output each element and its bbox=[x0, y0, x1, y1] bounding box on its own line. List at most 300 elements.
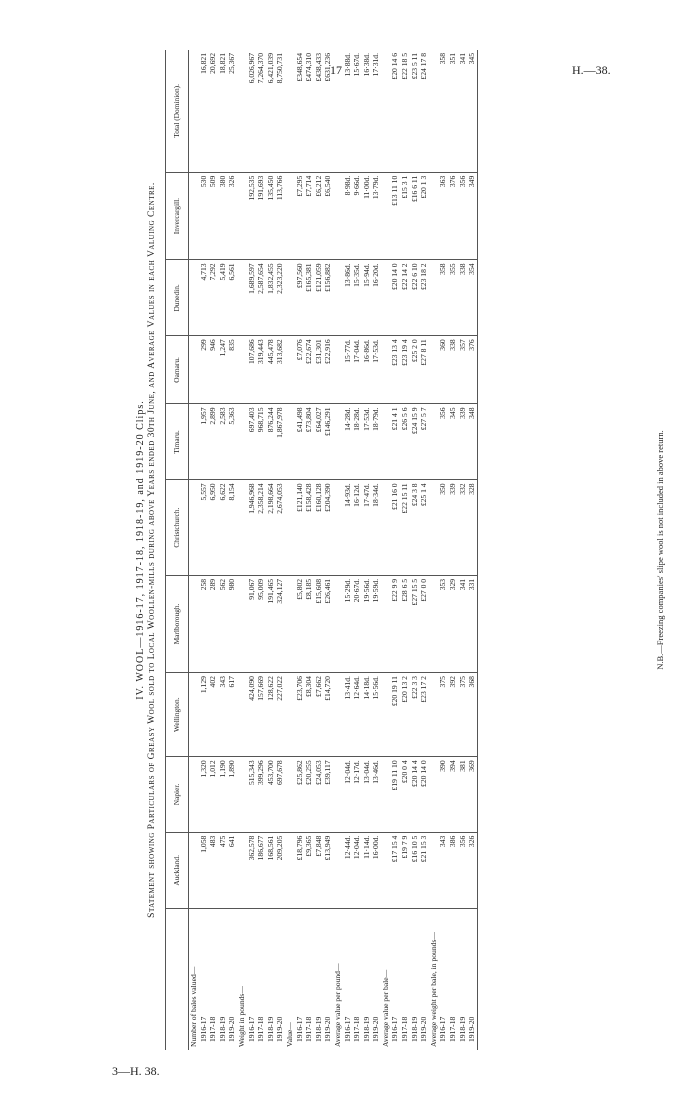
table-cell: 13·86d. bbox=[343, 260, 353, 336]
table-cell: 227,022 bbox=[275, 673, 285, 757]
table-cell: £24 17 8 bbox=[419, 50, 429, 172]
table-cell: 6,561 bbox=[227, 260, 237, 336]
row-year-label: 1919-20 bbox=[227, 1016, 237, 1042]
empty-cell bbox=[285, 757, 295, 832]
table-cell: £15,608 bbox=[314, 575, 324, 672]
table-cell: £15 3 1 bbox=[400, 172, 410, 260]
row-year-label: 1917-18 bbox=[448, 1016, 458, 1042]
table-cell: 8,154 bbox=[227, 480, 237, 576]
table-cell: 1,890 bbox=[227, 757, 237, 832]
table-cell: 16·12d. bbox=[352, 480, 362, 576]
table-cell: £146,291 bbox=[323, 404, 333, 480]
table-cell: 13·79d. bbox=[371, 172, 381, 260]
empty-cell bbox=[429, 757, 439, 832]
table-cell: 445,478 bbox=[266, 336, 276, 404]
section-heading-row bbox=[285, 50, 295, 1050]
table-row bbox=[227, 50, 237, 1050]
empty-cell bbox=[237, 50, 247, 172]
table-cell: 14·28d. bbox=[343, 404, 353, 480]
table-cell: £8,304 bbox=[304, 673, 314, 757]
empty-cell bbox=[285, 50, 295, 172]
table-cell: 186,677 bbox=[256, 832, 266, 908]
table-cell: 20·67d. bbox=[352, 575, 362, 672]
table-cell: 16·86d. bbox=[362, 336, 372, 404]
empty-cell bbox=[381, 336, 391, 404]
table-cell: 20,692 bbox=[208, 50, 218, 172]
empty-cell bbox=[189, 575, 199, 672]
table-cell: £24,053 bbox=[314, 757, 324, 832]
empty-cell bbox=[189, 336, 199, 404]
table-row bbox=[266, 50, 276, 1050]
table-cell: 16·00d. bbox=[371, 832, 381, 908]
empty-cell bbox=[285, 404, 295, 480]
table-cell: £28 6 5 bbox=[400, 575, 410, 672]
rotated-table-sheet bbox=[135, 50, 695, 1050]
table-cell: £7,076 bbox=[295, 336, 305, 404]
table-row bbox=[390, 50, 400, 1050]
table-cell: 697,403 bbox=[247, 404, 257, 480]
table-cell: 8·98d. bbox=[343, 172, 353, 260]
empty-cell bbox=[285, 832, 295, 908]
section-heading-row bbox=[429, 50, 439, 1050]
table-cell: £23 18 2 bbox=[419, 260, 429, 336]
empty-cell bbox=[237, 575, 247, 672]
column-header: Oamaru. bbox=[166, 336, 189, 404]
empty-cell bbox=[429, 832, 439, 908]
empty-cell bbox=[285, 575, 295, 672]
table-cell: 368 bbox=[467, 673, 477, 757]
row-year-label: 1917-18 bbox=[208, 1016, 218, 1042]
empty-cell bbox=[237, 260, 247, 336]
empty-cell bbox=[285, 480, 295, 576]
table-cell: £20 13 2 bbox=[400, 673, 410, 757]
table-cell: 1,689,597 bbox=[247, 260, 257, 336]
empty-cell bbox=[429, 260, 439, 336]
table-cell: 353 bbox=[438, 575, 448, 672]
table-cell: £17 15 4 bbox=[390, 832, 400, 908]
table-cell: 319,443 bbox=[256, 336, 266, 404]
wool-statistics-table bbox=[165, 50, 478, 1050]
table-cell: 18·28d. bbox=[352, 404, 362, 480]
table-cell: 12·17d. bbox=[352, 757, 362, 832]
empty-cell bbox=[333, 404, 343, 480]
table-row bbox=[467, 50, 477, 1050]
table-cell: 191,465 bbox=[266, 575, 276, 672]
table-row bbox=[352, 50, 362, 1050]
section-heading: Average value per bale— bbox=[380, 969, 390, 1047]
table-cell: £156,882 bbox=[323, 260, 333, 336]
empty-cell bbox=[429, 336, 439, 404]
section-heading-row bbox=[237, 50, 247, 1050]
section-heading-row bbox=[381, 50, 391, 1050]
table-cell: 13·88d. bbox=[343, 50, 353, 172]
table-cell: 341 bbox=[458, 575, 468, 672]
table-cell: £22 18 5 bbox=[400, 50, 410, 172]
column-header: Marlborough. bbox=[166, 575, 189, 672]
table-cell: £41,498 bbox=[295, 404, 305, 480]
table-cell: £19 7 9 bbox=[400, 832, 410, 908]
section-heading: Weight in pounds— bbox=[236, 986, 246, 1047]
empty-cell bbox=[429, 673, 439, 757]
table-cell: 13·46d. bbox=[371, 757, 381, 832]
table-cell: 697,678 bbox=[275, 757, 285, 832]
table-cell: 369 bbox=[467, 757, 477, 832]
row-year-label: 1919-20 bbox=[275, 1016, 285, 1042]
table-cell: 324,127 bbox=[275, 575, 285, 672]
table-cell: £7,714 bbox=[304, 172, 314, 260]
table-cell: £6,540 bbox=[323, 172, 333, 260]
table-cell: 5,363 bbox=[227, 404, 237, 480]
table-cell: 14·93d. bbox=[343, 480, 353, 576]
table-cell: £20 14 6 bbox=[390, 50, 400, 172]
row-year-label: 1918-19 bbox=[217, 1016, 227, 1042]
table-cell: £20 0 4 bbox=[400, 757, 410, 832]
table-cell: 7,264,370 bbox=[256, 50, 266, 172]
table-cell: 17·47d. bbox=[362, 480, 372, 576]
table-cell: £121,059 bbox=[314, 260, 324, 336]
column-header: Napier. bbox=[166, 757, 189, 832]
empty-cell bbox=[237, 336, 247, 404]
table-cell: 356 bbox=[458, 172, 468, 260]
table-cell: 15·77d. bbox=[343, 336, 353, 404]
table-cell: £27 0 0 bbox=[419, 575, 429, 672]
table-cell: 1,247 bbox=[218, 336, 228, 404]
table-row bbox=[438, 50, 448, 1050]
table-cell: 17·04d. bbox=[352, 336, 362, 404]
table-cell: 345 bbox=[467, 50, 477, 172]
table-cell: 6,421,039 bbox=[266, 50, 276, 172]
table-cell: 339 bbox=[458, 404, 468, 480]
table-cell: 980 bbox=[227, 575, 237, 672]
table-cell: 363 bbox=[438, 172, 448, 260]
empty-cell bbox=[333, 673, 343, 757]
table-cell: 13·41d. bbox=[343, 673, 353, 757]
table-cell: £21 15 3 bbox=[419, 832, 429, 908]
empty-cell bbox=[381, 673, 391, 757]
table-cell: 6,622 bbox=[218, 480, 228, 576]
table-cell: 5,419 bbox=[218, 260, 228, 336]
table-cell: 1,190 bbox=[218, 757, 228, 832]
empty-cell bbox=[285, 260, 295, 336]
empty-cell bbox=[381, 50, 391, 172]
table-row bbox=[362, 50, 372, 1050]
table-cell: 402 bbox=[208, 673, 218, 757]
table-cell: 2,674,053 bbox=[275, 480, 285, 576]
table-cell: 1,832,455 bbox=[266, 260, 276, 336]
table-cell: 350 bbox=[438, 480, 448, 576]
empty-cell bbox=[381, 172, 391, 260]
table-cell: 14·18d. bbox=[362, 673, 372, 757]
table-cell: 376 bbox=[448, 172, 458, 260]
row-year-label: 1919-20 bbox=[371, 1016, 381, 1042]
table-cell: 332 bbox=[458, 480, 468, 576]
table-cell: 392 bbox=[448, 673, 458, 757]
table-cell: 2,899 bbox=[208, 404, 218, 480]
table-cell: £5,802 bbox=[295, 575, 305, 672]
empty-cell bbox=[285, 172, 295, 260]
table-cell: 19·59d. bbox=[371, 575, 381, 672]
empty-cell bbox=[333, 336, 343, 404]
table-cell: 381 bbox=[458, 757, 468, 832]
table-cell: 12·44d. bbox=[343, 832, 353, 908]
column-header: Christchurch. bbox=[166, 480, 189, 576]
table-cell: £22 3 3 bbox=[410, 673, 420, 757]
table-cell: £23 13 4 bbox=[390, 336, 400, 404]
table-cell: 2,358,214 bbox=[256, 480, 266, 576]
empty-cell bbox=[381, 757, 391, 832]
table-cell: 515,343 bbox=[247, 757, 257, 832]
table-cell: 483 bbox=[208, 832, 218, 908]
table-row bbox=[448, 50, 458, 1050]
table-cell: £23 17 2 bbox=[419, 673, 429, 757]
table-cell: 358 bbox=[438, 260, 448, 336]
column-header: Invercargill. bbox=[166, 172, 189, 260]
table-cell: 17·53d. bbox=[371, 336, 381, 404]
table-footnote: N.B.—Freezing companies' slipe wool is not included in above return. bbox=[655, 430, 665, 670]
table-cell: £22,674 bbox=[304, 336, 314, 404]
empty-cell bbox=[381, 480, 391, 576]
table-cell: 12·04d. bbox=[352, 832, 362, 908]
empty-cell bbox=[285, 336, 295, 404]
table-cell: 331 bbox=[467, 575, 477, 672]
table-cell: 1,058 bbox=[199, 832, 209, 908]
table-cell: 399,296 bbox=[256, 757, 266, 832]
table-cell: 6,026,967 bbox=[247, 50, 257, 172]
table-cell: 453,700 bbox=[266, 757, 276, 832]
column-header: Dunedin. bbox=[166, 260, 189, 336]
table-cell: 386 bbox=[448, 832, 458, 908]
table-cell: 15·56d. bbox=[371, 673, 381, 757]
empty-cell bbox=[429, 50, 439, 172]
table-cell: £24 3 8 bbox=[410, 480, 420, 576]
table-cell: 946 bbox=[208, 336, 218, 404]
empty-cell bbox=[381, 404, 391, 480]
header-row bbox=[166, 50, 189, 1050]
table-cell: 835 bbox=[227, 336, 237, 404]
row-year-label: 1916-17 bbox=[438, 1016, 448, 1042]
document-reference-top: H.—38. bbox=[572, 63, 611, 77]
table-cell: £7,848 bbox=[314, 832, 324, 908]
table-cell: 641 bbox=[227, 832, 237, 908]
table-cell: 16·38d. bbox=[362, 50, 372, 172]
table-cell: 349 bbox=[467, 172, 477, 260]
table-cell: 12·04d. bbox=[343, 757, 353, 832]
row-year-label: 1918-19 bbox=[265, 1016, 275, 1042]
table-cell: 339 bbox=[448, 480, 458, 576]
table-cell: 876,244 bbox=[266, 404, 276, 480]
column-header: Timaru. bbox=[166, 404, 189, 480]
table-cell: 2,198,664 bbox=[266, 480, 276, 576]
table-cell: 345 bbox=[448, 404, 458, 480]
table-cell: £16 10 5 bbox=[410, 832, 420, 908]
table-cell: 375 bbox=[458, 673, 468, 757]
row-year-label: 1916-17 bbox=[246, 1016, 256, 1042]
table-cell: £204,390 bbox=[323, 480, 333, 576]
table-row bbox=[304, 50, 314, 1050]
table-cell: 7,292 bbox=[208, 260, 218, 336]
table-cell: £23 19 4 bbox=[400, 336, 410, 404]
table-cell: 2,587,654 bbox=[256, 260, 266, 336]
table-cell: £26 5 6 bbox=[400, 404, 410, 480]
empty-cell bbox=[381, 832, 391, 908]
table-cell: 328 bbox=[467, 480, 477, 576]
row-year-label: 1917-18 bbox=[256, 1016, 266, 1042]
table-cell: £21 4 1 bbox=[390, 404, 400, 480]
table-cell: 338 bbox=[448, 336, 458, 404]
empty-cell bbox=[333, 480, 343, 576]
table-row bbox=[419, 50, 429, 1050]
table-cell: £474,310 bbox=[304, 50, 314, 172]
table-cell: 326 bbox=[467, 832, 477, 908]
table-cell: £18,796 bbox=[295, 832, 305, 908]
table-cell: £97,560 bbox=[295, 260, 305, 336]
row-year-label: 1917-18 bbox=[304, 1016, 314, 1042]
table-cell: 2,583 bbox=[218, 404, 228, 480]
table-row bbox=[247, 50, 257, 1050]
table-cell: 1,129 bbox=[199, 673, 209, 757]
section-heading: Value— bbox=[284, 1022, 294, 1047]
table-cell: 299 bbox=[199, 336, 209, 404]
row-year-label: 1917-18 bbox=[400, 1016, 410, 1042]
table-cell: 128,622 bbox=[266, 673, 276, 757]
empty-cell bbox=[189, 832, 199, 908]
table-cell: £27 15 5 bbox=[410, 575, 420, 672]
table-cell: 16·20d. bbox=[371, 260, 381, 336]
empty-cell bbox=[189, 50, 199, 172]
table-cell: 329 bbox=[448, 575, 458, 672]
table-cell: 6,950 bbox=[208, 480, 218, 576]
empty-cell bbox=[189, 260, 199, 336]
table-cell: £39,117 bbox=[323, 757, 333, 832]
table-cell: £25 1 4 bbox=[419, 480, 429, 576]
row-year-label: 1916-17 bbox=[294, 1016, 304, 1042]
table-cell: £158,428 bbox=[304, 480, 314, 576]
table-cell: £7,662 bbox=[314, 673, 324, 757]
table-cell: 289 bbox=[208, 575, 218, 672]
table-cell: 168,561 bbox=[266, 832, 276, 908]
table-row bbox=[256, 50, 266, 1050]
row-year-label: 1918-19 bbox=[361, 1016, 371, 1042]
table-cell: £165,381 bbox=[304, 260, 314, 336]
table-cell: £31,301 bbox=[314, 336, 324, 404]
empty-cell bbox=[237, 757, 247, 832]
row-year-label: 1916-17 bbox=[198, 1016, 208, 1042]
table-cell: 17·53d. bbox=[362, 404, 372, 480]
table-row bbox=[458, 50, 468, 1050]
empty-cell bbox=[237, 172, 247, 260]
document-reference-bottom: 3—H. 38. bbox=[112, 1064, 160, 1078]
section-heading: Number of bales valued— bbox=[189, 966, 198, 1047]
table-cell: 530 bbox=[199, 172, 209, 260]
table-cell: £26,461 bbox=[323, 575, 333, 672]
table-cell: 15·94d. bbox=[362, 260, 372, 336]
table-cell: 356 bbox=[458, 832, 468, 908]
empty-cell bbox=[429, 480, 439, 576]
table-cell: 16,821 bbox=[199, 50, 209, 172]
table-cell: £20,255 bbox=[304, 757, 314, 832]
table-cell: £8,185 bbox=[304, 575, 314, 672]
table-cell: £14,720 bbox=[323, 673, 333, 757]
table-cell: £23,706 bbox=[295, 673, 305, 757]
table-cell: £160,128 bbox=[314, 480, 324, 576]
table-cell: £73,804 bbox=[304, 404, 314, 480]
section-heading-row bbox=[333, 50, 343, 1050]
table-cell: £20 14 0 bbox=[390, 260, 400, 336]
empty-cell bbox=[189, 480, 199, 576]
table-cell: 313,682 bbox=[275, 336, 285, 404]
table-row bbox=[410, 50, 420, 1050]
table-cell: 394 bbox=[448, 757, 458, 832]
table-cell: 475 bbox=[218, 832, 228, 908]
table-cell: £7,295 bbox=[295, 172, 305, 260]
table-cell: 18,821 bbox=[218, 50, 228, 172]
table-cell: 18·34d. bbox=[371, 480, 381, 576]
table-cell: 95,009 bbox=[256, 575, 266, 672]
table-cell: £438,433 bbox=[314, 50, 324, 172]
empty-cell bbox=[285, 673, 295, 757]
table-row bbox=[343, 50, 353, 1050]
table-cell: £25 2 0 bbox=[410, 336, 420, 404]
table-cell: £23 5 11 bbox=[410, 50, 420, 172]
empty-cell bbox=[333, 50, 343, 172]
empty-cell bbox=[429, 172, 439, 260]
table-cell: £631,236 bbox=[323, 50, 333, 172]
table-cell: 1,012 bbox=[208, 757, 218, 832]
table-cell: 19·56d. bbox=[362, 575, 372, 672]
row-year-label: 1916-17 bbox=[342, 1016, 352, 1042]
table-cell: 360 bbox=[438, 336, 448, 404]
table-row bbox=[275, 50, 285, 1050]
table-cell: 341 bbox=[458, 50, 468, 172]
table-cell: 1,946,968 bbox=[247, 480, 257, 576]
table-row bbox=[400, 50, 410, 1050]
table-cell: 358 bbox=[438, 50, 448, 172]
table-cell: £27 8 11 bbox=[419, 336, 429, 404]
row-year-label: 1918-19 bbox=[457, 1016, 467, 1042]
table-cell: 355 bbox=[448, 260, 458, 336]
column-header: Total (Dominion). bbox=[166, 50, 189, 172]
row-year-label: 1919-20 bbox=[467, 909, 477, 1051]
table-cell: 157,669 bbox=[256, 673, 266, 757]
empty-cell bbox=[237, 832, 247, 908]
table-cell: £22 9 9 bbox=[390, 575, 400, 672]
table-body bbox=[189, 50, 478, 1050]
table-cell: 326 bbox=[227, 172, 237, 260]
empty-cell bbox=[333, 575, 343, 672]
empty-cell bbox=[237, 404, 247, 480]
table-cell: 509 bbox=[208, 172, 218, 260]
table-cell: 351 bbox=[448, 50, 458, 172]
table-cell: 356 bbox=[438, 404, 448, 480]
table-cell: 2,323,220 bbox=[275, 260, 285, 336]
empty-cell bbox=[429, 404, 439, 480]
table-cell: 9·66d. bbox=[352, 172, 362, 260]
table-cell: £9,365 bbox=[304, 832, 314, 908]
table-cell: 113,766 bbox=[275, 172, 285, 260]
table-cell: 209,205 bbox=[275, 832, 285, 908]
table-cell: £22 14 2 bbox=[400, 260, 410, 336]
table-cell: £19 11 10 bbox=[390, 757, 400, 832]
table-cell: £21 16 0 bbox=[390, 480, 400, 576]
table-subtitle: Statement showing Particulars of Greasy Wool sold to Local Woollen-mills during above Years ended 30th June, and Average Values in each Valuing Centre. bbox=[147, 182, 157, 918]
table-cell: £20 14 0 bbox=[419, 757, 429, 832]
table-cell: £20 1 3 bbox=[419, 172, 429, 260]
table-cell: £13 11 10 bbox=[390, 172, 400, 260]
table-cell: 192,535 bbox=[247, 172, 257, 260]
table-cell: 1,867,978 bbox=[275, 404, 285, 480]
table-cell: 343 bbox=[438, 832, 448, 908]
table-cell: £20 19 11 bbox=[390, 673, 400, 757]
